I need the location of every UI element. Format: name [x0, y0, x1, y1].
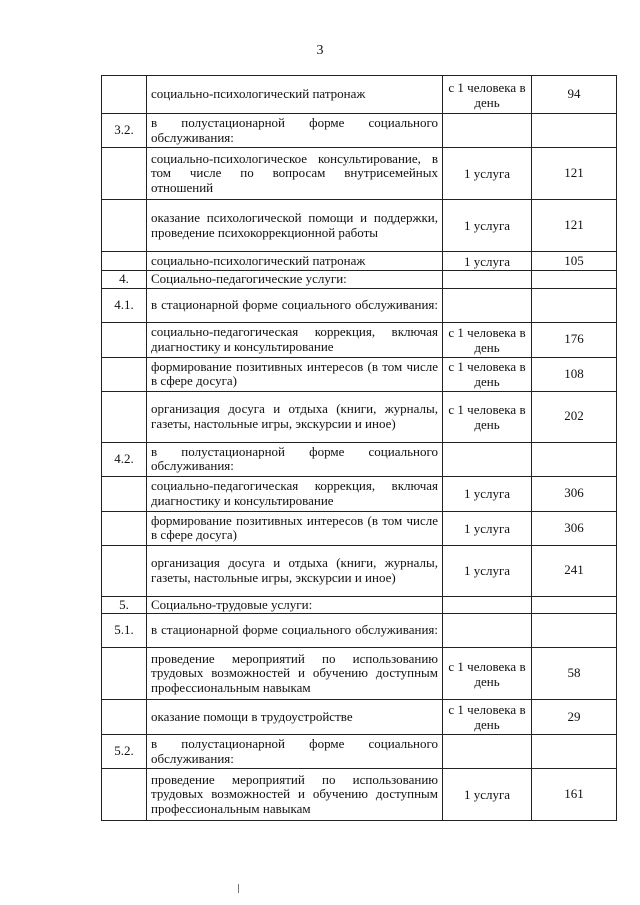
service-name-cell: социально-педагогическая коррекция, включая диагностику и консультирование: [147, 322, 443, 357]
row-number-cell: [102, 252, 147, 271]
service-name-cell: в полустационарной форме социального обслуживания:: [147, 114, 443, 148]
service-name-cell: в полустационарной форме социального обслуживания:: [147, 442, 443, 476]
table-row: [102, 357, 617, 391]
service-name-cell: в стационарной форме социального обслуживания:: [147, 614, 443, 648]
row-number-cell: [102, 148, 147, 200]
unit-cell: 1 услуга: [443, 545, 532, 596]
tariff-value-cell: 108: [532, 357, 617, 391]
row-number-cell: 4.: [102, 271, 147, 289]
table-row: [102, 511, 617, 545]
row-number-cell: [102, 545, 147, 596]
row-number-cell: 4.1.: [102, 288, 147, 322]
service-name-cell: социально-психологическое консультирование, в том числе по вопросам внутрисемейных отношений: [147, 148, 443, 200]
tariff-value-cell: [532, 114, 617, 148]
table-row: [102, 271, 617, 289]
table-row: [102, 200, 617, 252]
table-row: [102, 700, 617, 735]
unit-cell: [443, 288, 532, 322]
row-number-cell: 5.2.: [102, 735, 147, 769]
unit-cell: с 1 человека в день: [443, 648, 532, 700]
services-table: [101, 75, 617, 821]
tariff-value-cell: 202: [532, 391, 617, 442]
table-row: [102, 648, 617, 700]
service-name-cell: организация досуга и отдыха (книги, журналы, газеты, настольные игры, экскурсии и иное): [147, 545, 443, 596]
service-name-cell: социально-психологический патронаж: [147, 252, 443, 271]
table-row: [102, 114, 617, 148]
tariff-value-cell: [532, 288, 617, 322]
row-number-cell: [102, 391, 147, 442]
row-number-cell: [102, 476, 147, 511]
service-name-cell: формирование позитивных интересов (в том числе в сфере досуга): [147, 357, 443, 391]
row-number-cell: [102, 700, 147, 735]
service-name-cell: организация досуга и отдыха (книги, журналы, газеты, настольные игры, экскурсии и иное): [147, 391, 443, 442]
service-name-cell: проведение мероприятий по использованию трудовых возможностей и обучению доступным профессиональным навыкам: [147, 648, 443, 700]
row-number-cell: [102, 200, 147, 252]
table-row: [102, 769, 617, 821]
row-number-cell: [102, 357, 147, 391]
service-name-cell: проведение мероприятий по использованию трудовых возможностей и обучению доступным профессиональным навыкам: [147, 769, 443, 821]
tariff-value-cell: [532, 442, 617, 476]
tariff-value-cell: [532, 271, 617, 289]
services-table-body: [102, 76, 617, 821]
unit-cell: с 1 человека в день: [443, 322, 532, 357]
tariff-value-cell: 306: [532, 476, 617, 511]
page-number: 3: [316, 43, 324, 58]
tariff-value-cell: [532, 596, 617, 614]
unit-cell: с 1 человека в день: [443, 76, 532, 114]
unit-cell: 1 услуга: [443, 148, 532, 200]
tariff-value-cell: 306: [532, 511, 617, 545]
table-row: [102, 288, 617, 322]
table-row: [102, 442, 617, 476]
unit-cell: [443, 735, 532, 769]
table-row: [102, 391, 617, 442]
scan-mark: [238, 884, 239, 893]
unit-cell: с 1 человека в день: [443, 700, 532, 735]
table-row: [102, 476, 617, 511]
row-number-cell: [102, 648, 147, 700]
tariff-value-cell: 121: [532, 148, 617, 200]
tariff-value-cell: 94: [532, 76, 617, 114]
service-name-cell: Социально-трудовые услуги:: [147, 596, 443, 614]
unit-cell: 1 услуга: [443, 476, 532, 511]
unit-cell: 1 услуга: [443, 769, 532, 821]
tariff-value-cell: 176: [532, 322, 617, 357]
unit-cell: 1 услуга: [443, 252, 532, 271]
unit-cell: [443, 614, 532, 648]
tariff-value-cell: [532, 735, 617, 769]
unit-cell: 1 услуга: [443, 200, 532, 252]
tariff-value-cell: 105: [532, 252, 617, 271]
row-number-cell: [102, 76, 147, 114]
row-number-cell: [102, 769, 147, 821]
unit-cell: с 1 человека в день: [443, 357, 532, 391]
tariff-value-cell: 161: [532, 769, 617, 821]
service-name-cell: формирование позитивных интересов (в том числе в сфере досуга): [147, 511, 443, 545]
tariff-value-cell: [532, 614, 617, 648]
unit-cell: [443, 271, 532, 289]
unit-cell: с 1 человека в день: [443, 391, 532, 442]
unit-cell: 1 услуга: [443, 511, 532, 545]
table-row: [102, 76, 617, 114]
table-row: [102, 596, 617, 614]
tariff-value-cell: 121: [532, 200, 617, 252]
row-number-cell: 3.2.: [102, 114, 147, 148]
table-row: [102, 148, 617, 200]
table-row: [102, 252, 617, 271]
row-number-cell: 5.: [102, 596, 147, 614]
tariff-value-cell: 29: [532, 700, 617, 735]
service-name-cell: оказание психологической помощи и поддержки, проведение психокоррекционной работы: [147, 200, 443, 252]
table-row: [102, 545, 617, 596]
service-name-cell: Социально-педагогические услуги:: [147, 271, 443, 289]
row-number-cell: [102, 322, 147, 357]
service-name-cell: оказание помощи в трудоустройстве: [147, 700, 443, 735]
row-number-cell: 4.2.: [102, 442, 147, 476]
unit-cell: [443, 442, 532, 476]
service-name-cell: в полустационарной форме социального обслуживания:: [147, 735, 443, 769]
unit-cell: [443, 596, 532, 614]
unit-cell: [443, 114, 532, 148]
table-row: [102, 614, 617, 648]
row-number-cell: [102, 511, 147, 545]
service-name-cell: в стационарной форме социального обслуживания:: [147, 288, 443, 322]
tariff-value-cell: 241: [532, 545, 617, 596]
table-row: [102, 735, 617, 769]
service-name-cell: социально-психологический патронаж: [147, 76, 443, 114]
row-number-cell: 5.1.: [102, 614, 147, 648]
table-row: [102, 322, 617, 357]
tariff-value-cell: 58: [532, 648, 617, 700]
service-name-cell: социально-педагогическая коррекция, включая диагностику и консультирование: [147, 476, 443, 511]
